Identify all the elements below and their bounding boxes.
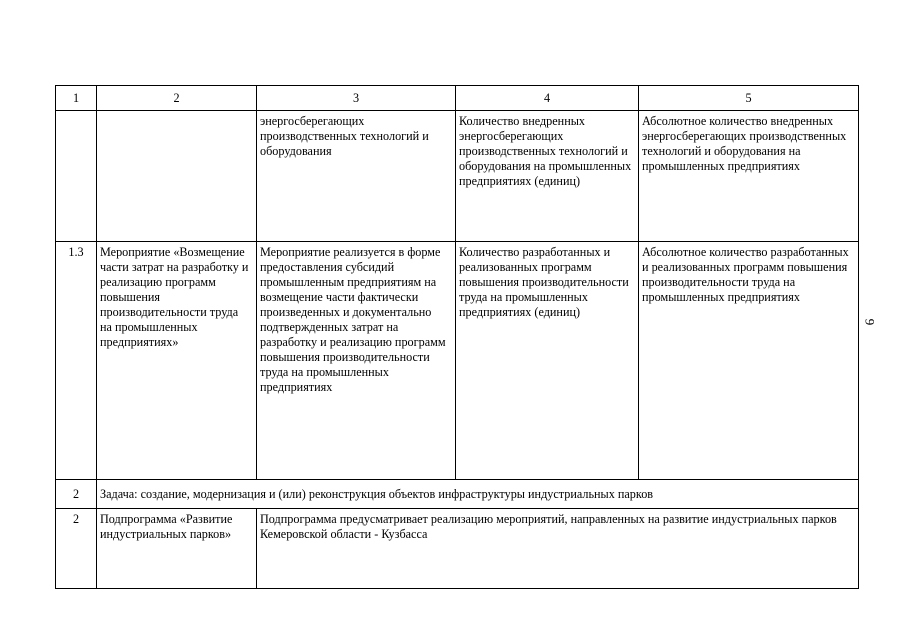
header-cell: 5 <box>639 86 859 111</box>
table-cell: Абсолютное количество разработанных и реализованных программ повышения производительности труда на промышленных предприятиях <box>639 242 859 480</box>
row-number: 2 <box>56 509 97 589</box>
table-header-row <box>56 86 859 111</box>
table-cell: Количество разработанных и реализованных программ повышения производительности труда на промышленных предприятиях (единиц) <box>456 242 639 480</box>
table-cell <box>56 111 97 242</box>
header-cell: 2 <box>97 86 257 111</box>
table-cell: Абсолютное количество внедренных энергосберегающих производственных технологий и оборудования на промышленных предприятиях <box>639 111 859 242</box>
table-cell: Мероприятие «Возмещение части затрат на разработку и реализацию программ повышения производительности труда на промышленных предприятиях» <box>97 242 257 480</box>
table-cell: Количество внедренных энергосберегающих производственных технологий и оборудования на промышленных предприятиях (единиц) <box>456 111 639 242</box>
table-cell: энергосберегающих производственных технологий и оборудования <box>257 111 456 242</box>
task-row <box>56 480 859 509</box>
subprogram-description: Подпрограмма предусматривает реализацию мероприятий, направленных на развитие индустриальных парков Кемеровской области - Кузбасса <box>257 509 859 589</box>
row-number: 1.3 <box>56 242 97 480</box>
table-cell: Мероприятие реализуется в форме предоставления субсидий промышленным предприятиям на возмещение части фактически произведенных и документально подтвержденных затрат на разработку и реализацию программ повышения производительности труда на промышленных предприятиях <box>257 242 456 480</box>
header-cell: 4 <box>456 86 639 111</box>
subprogram-title: Подпрограмма «Развитие индустриальных парков» <box>97 509 257 589</box>
program-table <box>55 85 859 589</box>
subprogram-row <box>56 509 859 589</box>
header-cell: 1 <box>56 86 97 111</box>
page-number: 9 <box>862 318 878 326</box>
table-row <box>56 111 859 242</box>
header-cell: 3 <box>257 86 456 111</box>
row-number: 2 <box>56 480 97 509</box>
table-cell <box>97 111 257 242</box>
table-row <box>56 242 859 480</box>
task-text: Задача: создание, модернизация и (или) реконструкция объектов инфраструктуры индустриальных парков <box>97 480 859 509</box>
